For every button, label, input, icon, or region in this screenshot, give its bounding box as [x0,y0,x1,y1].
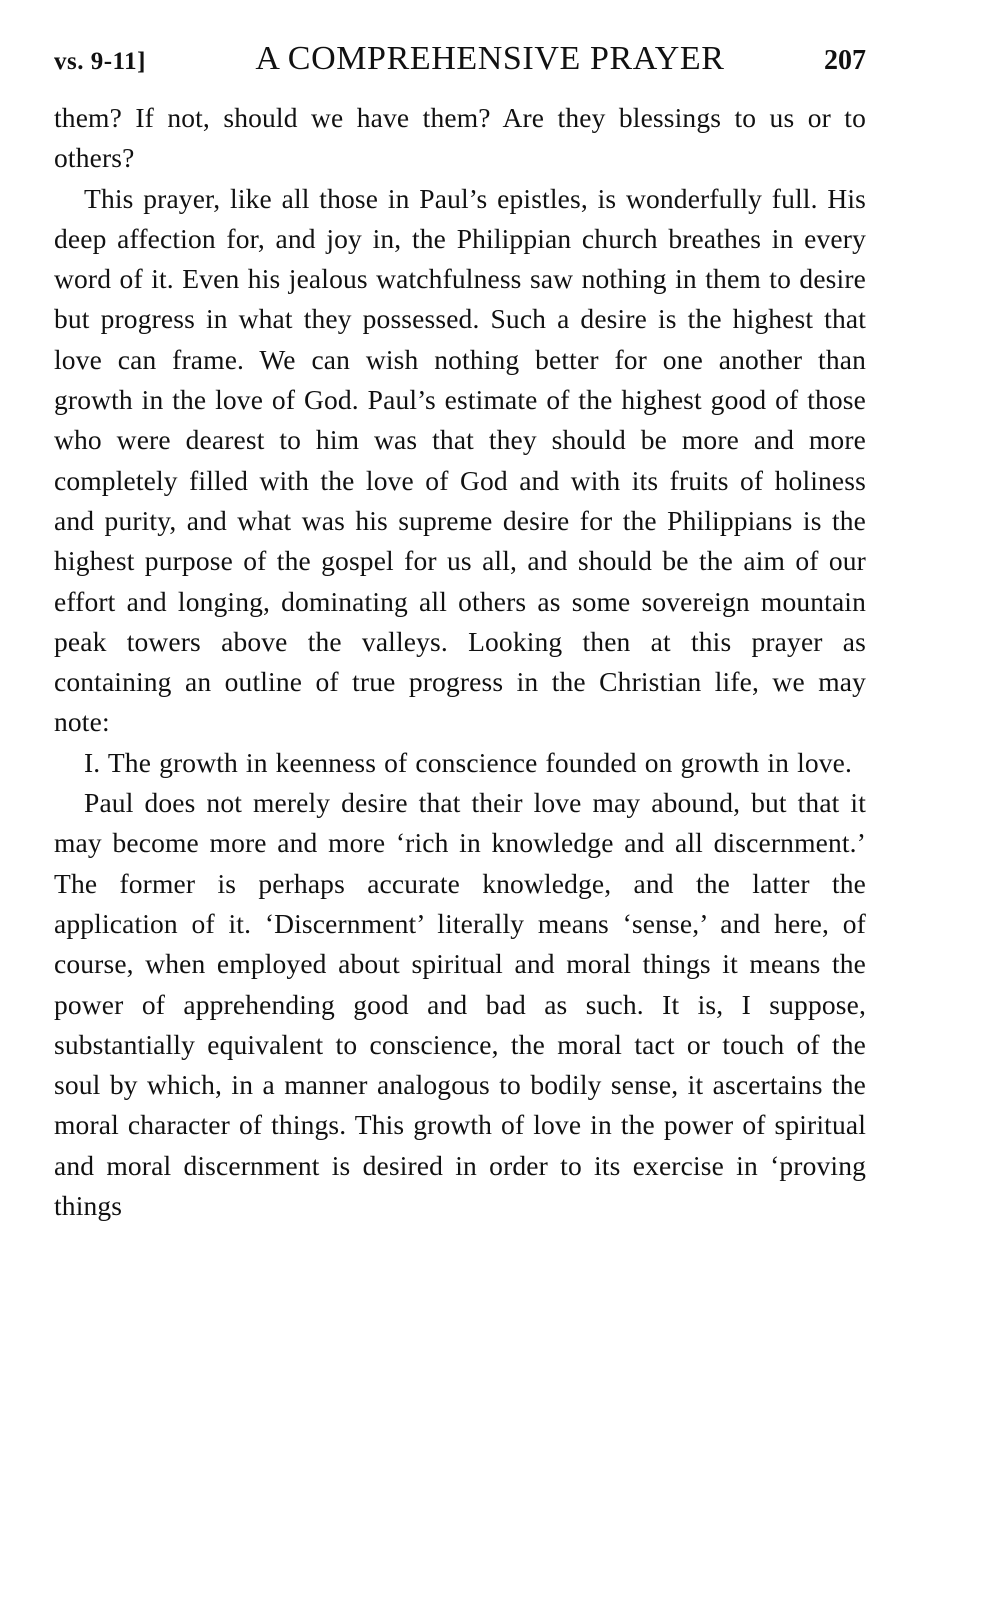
paragraph-prayer-fullness: This prayer, like all those in Paul’s epistles, is wonderfully full. His deep affection for, and joy in, the Philippian church breathes in every word of it. Even his jealous watchfulness saw nothing in them to desire but progress in what they possessed. Such a desire is the highest that love can frame. We can wish nothing better for one another than growth in the love of God. Paul’s estimate of the highest good of those who were dearest to him was that they should be more and more completely filled with the love of God and with its fruits of holiness and purity, and what was his supreme desire for the Philippians is the highest purpose of the gospel for us all, and should be the aim of our effort and longing, dominating all others as some sovereign mountain peak towers above the valleys. Looking then at this prayer as containing an outline of true progress in the Christian life, we may note: [54,182,866,738]
paragraph-discernment: Paul does not merely desire that their love may abound, but that it may become more and more ‘rich in knowledge and all discernment.’ The former is perhaps accurate knowledge, and the latter the application of it. ‘Discernment’ literally means ‘sense,’ and here, of course, when employed about spiritual and moral things it means the power of apprehending good and bad as such. It is, I suppose, substantially equivalent to conscience, the moral tact or touch of the soul by which, in a manner analogous to bodily sense, it ascertains the moral character of things. This growth of love in the power of spiritual and moral discernment is desired in order to its exercise in ‘proving things [54,787,866,1222]
section-heading-one: I. The growth in keenness of conscience founded on growth in love. [84,746,853,778]
page-number: 207 [824,45,866,76]
chapter-title: A COMPREHENSIVE PRAYER [255,40,725,77]
body-text [54,98,866,1226]
running-head [54,40,866,98]
paragraph-continuation: them? If not, should we have them? Are they blessings to us or to others? [54,102,866,174]
book-page [54,40,866,1226]
verse-reference: vs. 9-11] [54,48,146,75]
